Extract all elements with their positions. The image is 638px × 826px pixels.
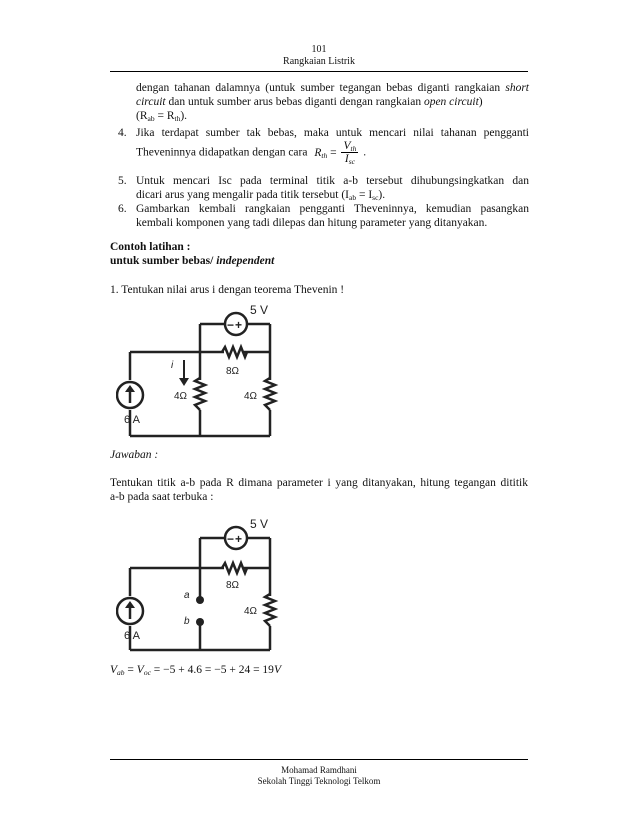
footer-institution: Sekolah Tinggi Teknologi Telkom [257, 776, 381, 786]
svg-text:4Ω: 4Ω [244, 606, 258, 617]
svg-text:6 A: 6 A [124, 630, 140, 642]
item4-line1: Jika terdapat sumber tak bebas, maka untuk mencari nilai tahanan pengganti [136, 127, 529, 139]
rth-formula: $R_{th}$ = [314, 146, 337, 160]
item6-line2: kembali komponen yang tadi dilepas dan hitung parameter yang ditanyakan. [136, 217, 488, 229]
item3-continuation: dengan tahanan dalamnya (untuk sumber tegangan bebas diganti rangkaian short circuit dan untuk sumber arus bebas diganti dengan rangkaian open circuit) $(R_{ab} = R_{th})$. [136, 82, 529, 123]
circuit-diagram-2 [116, 514, 300, 654]
item6-line1: Gambarkan kembali rangkaian pengganti Theveninnya, kemudian pasangkan [136, 203, 529, 215]
item4-line2: Theveninnya didapatkan dengan cara $R_{th}$ = $\frac{V_{th}}{I_{sc}}$ . [136, 140, 367, 166]
item5-line2: dicari arus yang mengalir pada titik tersebut $(I_{ab} = I_{sc})$. [136, 189, 386, 202]
node-b [196, 618, 204, 626]
vsrc-label-1: 5 V [250, 303, 269, 317]
answer-label: Jawaban : [110, 449, 159, 461]
header-rule [110, 71, 528, 72]
svg-text:b: b [184, 616, 190, 627]
rth-fraction: $\frac{V_{th}}{I_{sc}}$ [343, 140, 357, 166]
node-a [196, 596, 204, 604]
resistor-8-1 [222, 347, 247, 357]
svg-text:4Ω: 4Ω [244, 391, 258, 402]
item5-number: 5. [118, 175, 127, 187]
voc-equation: $V_{ab} = V_{oc} = -5 + 4.6 = -5 + 24 = 19V$ [110, 664, 281, 677]
svg-text:5 V: 5 V [250, 517, 269, 531]
svg-text:a: a [184, 590, 190, 601]
svg-text:6 A: 6 A [124, 414, 140, 426]
resistor-8-2 [222, 563, 247, 573]
footer-rule [110, 759, 528, 760]
resistor-4-left-1 [195, 378, 205, 410]
svg-text:+: + [235, 532, 243, 546]
svg-text:4Ω: 4Ω [174, 391, 188, 402]
resistor-4-right-2 [265, 594, 275, 626]
problem-statement: 1. Tentukan nilai arus i dengan teorema Thevenin ! [110, 284, 345, 296]
running-title: Rangkaian Listrik [283, 56, 355, 67]
footer-author: Mohamad Ramdhani [281, 765, 357, 775]
circuit-diagram-1 [116, 302, 300, 442]
item4-number: 4. [118, 127, 127, 139]
svg-text:8Ω: 8Ω [226, 580, 240, 591]
item6-number: 6. [118, 203, 127, 215]
section-subheading: untuk sumber bebas/ independent [110, 255, 275, 267]
answer-line1: Tentukan titik a-b pada R dimana parameter i yang ditanyakan, hitung tegangan dititik [110, 477, 528, 489]
current-arrow-1 [179, 378, 189, 386]
page-number: 101 [311, 44, 327, 55]
section-heading: Contoh latihan : [110, 241, 191, 253]
resistor-4-right-1 [265, 378, 275, 410]
svg-text:i: i [171, 360, 174, 371]
svg-text:−: − [227, 532, 235, 546]
svg-text:+: + [235, 318, 243, 332]
answer-line2: a-b pada saat terbuka : [110, 491, 214, 503]
item5-line1: Untuk mencari Isc pada terminal titik a-b tersebut dihubungsingkatkan dan [136, 175, 529, 187]
svg-text:−: − [227, 318, 235, 332]
svg-text:8Ω: 8Ω [226, 366, 240, 377]
